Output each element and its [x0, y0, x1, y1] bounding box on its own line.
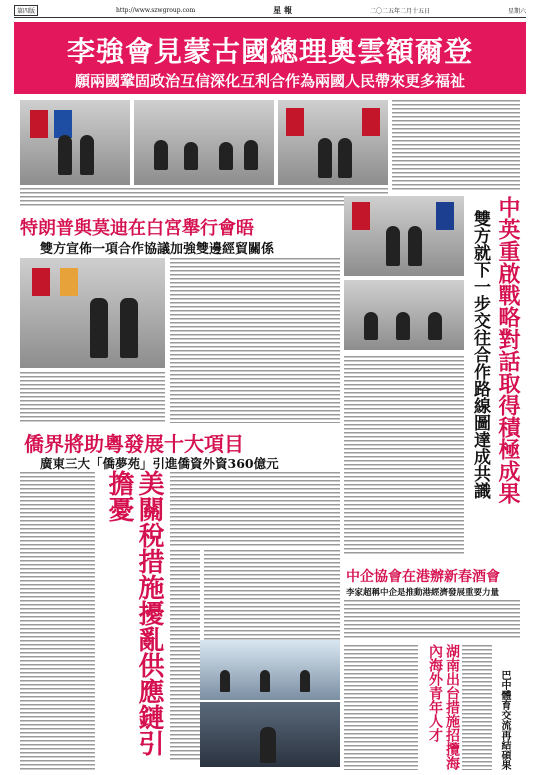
photo-white-house — [20, 258, 165, 368]
overseas-chinese-headline: 僑界將助粵發展十大項目 — [24, 432, 244, 456]
tariff-body-top — [170, 550, 200, 760]
trump-modi-body-left — [20, 372, 165, 422]
cea-headline: 中企協會在港辦新春酒會 — [346, 569, 500, 585]
trump-modi-subheadline: 雙方宣佈一項合作協議加強雙邊經貿關係 — [40, 242, 275, 257]
lead-subheadline: 願兩國鞏固政治互信深化互利合作為兩國人民帶來更多福祉 — [74, 72, 465, 90]
tariff-headline: 美關稅措施擾亂供應鏈引擔憂 — [104, 470, 164, 756]
photo-handshake — [20, 100, 130, 185]
page-number: 第四版 — [14, 5, 38, 16]
lead-photo-captions — [20, 188, 388, 208]
china-uk-subheadline: 雙方就下一步交往合作路線圖達成共識 — [470, 210, 490, 499]
page-header — [14, 6, 526, 18]
brief-headline: 巴中體育交流再結碩果 — [499, 670, 510, 770]
china-uk-headline: 中英重啟戰略對話取得積極成果 — [495, 196, 520, 504]
cea-body-lower — [344, 645, 418, 770]
lead-headline: 李強會見蒙古國總理奧雲額爾登 — [66, 35, 473, 68]
cea-body — [344, 600, 520, 640]
tariff-body — [204, 550, 340, 640]
photo-china-uk — [344, 196, 464, 276]
photo-dialogue-table — [344, 280, 464, 350]
overseas-chinese-subheadline: 廣東三大「僑夢苑」引進僑資外資360億元 — [40, 456, 279, 471]
trump-modi-headline: 特朗普與莫迪在白宮舉行會晤 — [20, 218, 254, 239]
photo-hall — [200, 640, 340, 700]
overseas-chinese-body — [170, 472, 340, 547]
trump-modi-body-right — [170, 258, 340, 423]
china-uk-body — [344, 356, 464, 556]
photo-forum — [200, 702, 340, 767]
cea-subheadline: 李家超稱中企是推動港經濟發展重要力量 — [346, 588, 500, 598]
lead-article-body — [392, 100, 520, 190]
hunan-body — [462, 645, 492, 770]
lead-banner — [14, 22, 526, 94]
photo-ceremony — [278, 100, 388, 185]
issue-date: 二〇二五年二月十五日 — [369, 8, 430, 15]
hunan-headline: 湖南出台措施招攬海內海外青年人才 — [427, 644, 460, 770]
photo-meeting-room — [134, 100, 274, 185]
weekday: 星期六 — [507, 8, 526, 15]
left-column-body — [20, 472, 95, 772]
site-url: http://www.szwgroup.com — [116, 7, 196, 14]
paper-name: 星 報 — [273, 5, 292, 15]
